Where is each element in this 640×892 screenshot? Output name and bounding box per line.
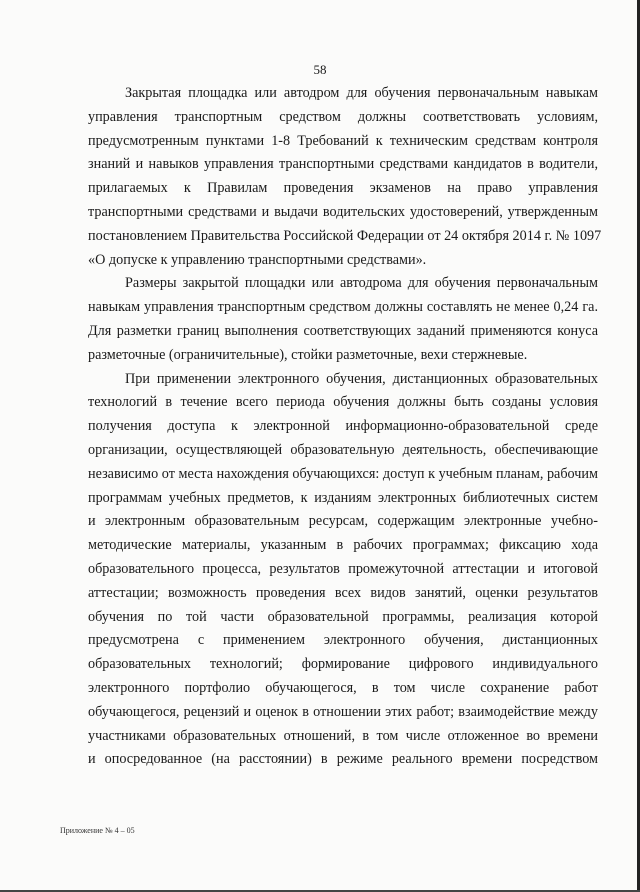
text-line: технологий в течение всего периода обучения должны быть созданы условия	[88, 394, 598, 411]
text-line: Закрытая площадка или автодром для обучения первоначальным навыкам	[125, 85, 598, 101]
text-line: независимо от места нахождения обучающихся: доступ к учебным планам, рабочим	[88, 465, 598, 482]
paragraph-2	[88, 272, 598, 367]
page-footer: Приложение № 4 – 05	[60, 826, 135, 835]
text-line: прилагаемых к Правилам проведения экзаменов на право управления	[88, 180, 598, 197]
document-body	[88, 82, 602, 772]
text-line: образовательного процесса, результатов промежуточной аттестации и итоговой	[88, 560, 598, 577]
text-line: и опосредованное (на расстоянии) в режиме реального времени посредством	[88, 751, 598, 768]
text-line: предусмотрена с применением электронного обучения, дистанционных	[88, 632, 598, 649]
text-line: транспортными средствами и выдачи водительских удостоверений, утвержденным	[88, 203, 598, 220]
text-line: «О допуске к управлению транспортными средствами».	[88, 251, 427, 268]
text-line: обучающегося, рецензий и оценок в отношении этих работ; взаимодействие между	[88, 703, 598, 720]
text-line: организации, осуществляющей образовательную деятельность, обеспечивающие	[88, 441, 598, 458]
text-line: постановлением Правительства Российской Федерации от 24 октября 2014 г. № 1097	[88, 227, 602, 244]
text-line: разметочные (ограничительные), стойки разметочные, вехи стержневые.	[88, 346, 528, 363]
paragraph-3	[88, 368, 598, 773]
text-line: обучения по той части образовательной программы, реализация которой	[88, 608, 598, 625]
page-number: 58	[313, 62, 327, 77]
text-line: знаний и навыков управления транспортными средствами кандидатов в водители,	[88, 156, 598, 173]
text-line: предусмотренным пунктами 1-8 Требований к техническим средствам контроля	[88, 132, 598, 149]
text-line: При применении электронного обучения, дистанционных образовательных	[125, 370, 598, 387]
text-line: получения доступа к электронной информационно-образовательной среде	[88, 418, 598, 435]
text-line: программам учебных предметов, к изданиям электронных библиотечных систем	[88, 489, 598, 506]
text-line: Для разметки границ выполнения соответствующих заданий применяются конуса	[88, 322, 598, 339]
text-line: аттестации; возможность проведения всех видов занятий, оценки результатов	[88, 584, 598, 601]
paragraph-1	[88, 82, 602, 272]
text-line: электронного портфолио обучающегося, в том числе сохранение работ	[88, 679, 598, 696]
text-line: и электронным образовательным ресурсам, содержащим электронные учебно-	[88, 513, 598, 530]
text-line: методические материалы, указанным в рабочих программах; фиксацию хода	[88, 537, 598, 554]
text-line: образовательных технологий; формирование цифрового индивидуального	[88, 656, 598, 673]
text-line: управления транспортным средством должны соответствовать условиям,	[88, 108, 598, 125]
text-line: навыкам управления транспортным средством должны составлять не менее 0,24 га.	[88, 299, 598, 316]
text-line: участниками образовательных отношений, в том числе отложенное во времени	[88, 727, 598, 744]
text-line: Размеры закрытой площадки или автодрома для обучения первоначальным	[125, 275, 598, 292]
